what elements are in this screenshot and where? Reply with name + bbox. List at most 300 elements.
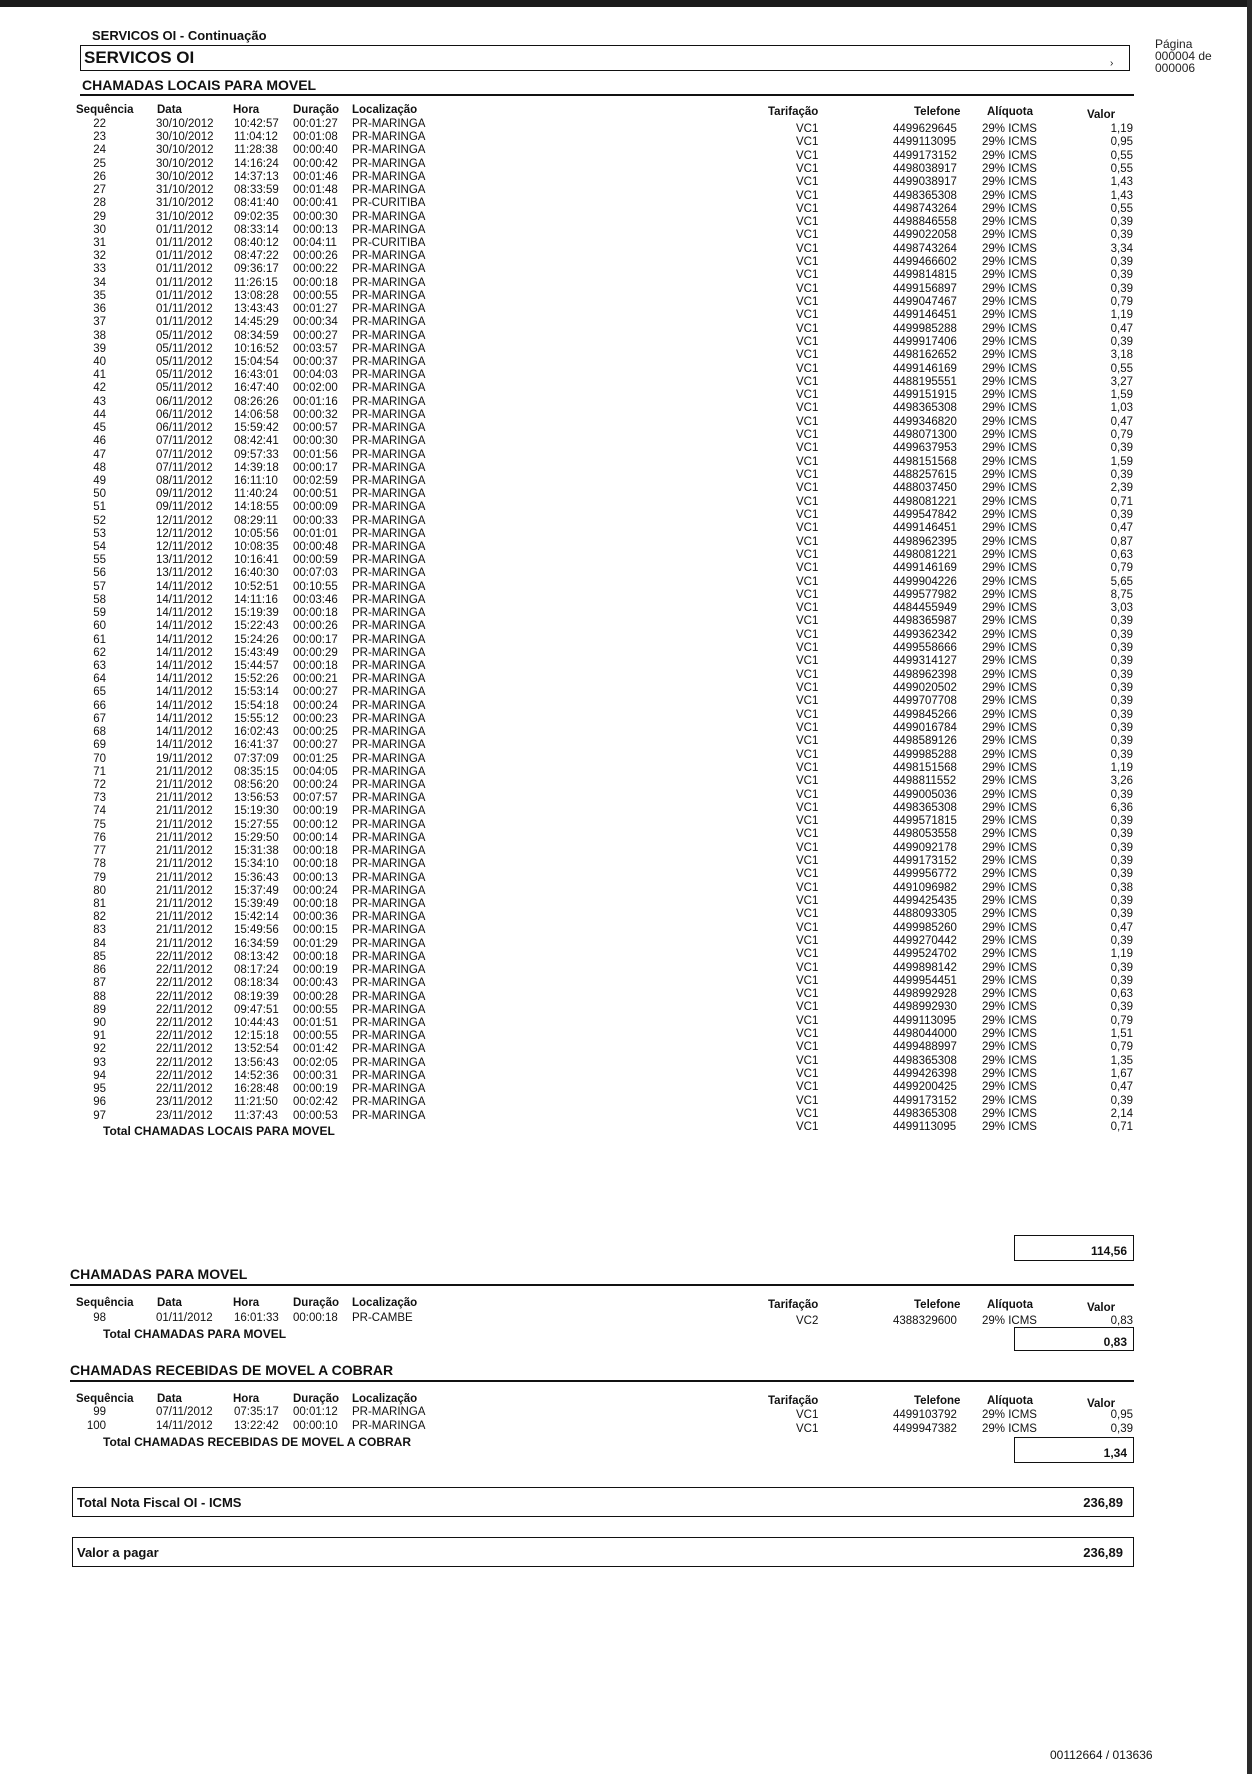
cell-duration: 00:00:27 [293, 329, 338, 342]
cell-value: 3,27 [1110, 375, 1133, 388]
cell-seq: 100 [86, 1420, 106, 1432]
cell-date: 21/11/2012 [156, 924, 213, 937]
cell-date: 22/11/2012 [156, 977, 213, 990]
cell-seq: 59 [93, 607, 106, 620]
cell-rate: 29% ICMS [982, 335, 1037, 348]
cell-date: 14/11/2012 [156, 660, 213, 673]
cell-location: PR-MARINGA [352, 660, 426, 673]
cell-tariff: VC1 [796, 136, 819, 149]
cell-duration: 00:01:46 [293, 170, 338, 183]
cell-duration: 00:00:55 [293, 1003, 338, 1016]
cell-duration: 00:00:18 [293, 950, 338, 963]
cell-phone: 4498365308 [893, 1054, 957, 1067]
cell-tariff: VC1 [796, 362, 819, 375]
cell-duration: 00:04:03 [293, 369, 338, 382]
column-header-location: Localização [352, 104, 418, 116]
cell-rate: 29% ICMS [982, 256, 1037, 269]
cell-rate: 29% ICMS [982, 921, 1037, 934]
cell-phone: 4499904226 [893, 575, 957, 588]
cell-tariff: VC1 [796, 1028, 819, 1041]
cell-phone: 4499362342 [893, 628, 957, 641]
cell-phone: 4499146169 [893, 562, 957, 575]
cell-rate: 29% ICMS [982, 322, 1037, 335]
cell-date: 22/11/2012 [156, 1003, 213, 1016]
cell-tariff: VC1 [796, 1423, 819, 1435]
cell-value: 0,79 [1110, 562, 1133, 575]
table-row [0, 263, 1252, 282]
cell-time: 16:41:37 [234, 739, 279, 752]
cell-time: 14:11:16 [234, 593, 278, 606]
table-row [0, 303, 1252, 322]
cell-duration: 00:00:30 [293, 435, 338, 448]
cell-phone: 4499022058 [893, 229, 957, 242]
column-header-tariff: Tarifação [768, 1299, 819, 1311]
cell-tariff: VC1 [796, 495, 819, 508]
cell-value: 0,79 [1110, 1041, 1133, 1054]
cell-seq: 40 [93, 355, 106, 368]
cell-tariff: VC1 [796, 375, 819, 388]
cell-seq: 31 [93, 236, 106, 249]
table-row [0, 184, 1252, 202]
cell-phone: 4498365308 [893, 801, 957, 814]
table-row [0, 157, 1252, 175]
cell-phone: 4499814815 [893, 269, 957, 282]
cell-rate: 29% ICMS [982, 548, 1037, 561]
section-total-value: 0,83 [1014, 1327, 1134, 1351]
cell-phone: 4499103792 [893, 1409, 957, 1421]
cell-phone: 4484455949 [893, 602, 957, 615]
cell-location: PR-MARINGA [352, 633, 426, 646]
cell-location: PR-MARINGA [352, 514, 426, 527]
cell-location: PR-CURITIBA [352, 197, 426, 210]
section-title: CHAMADAS RECEBIDAS DE MOVEL A COBRAR [70, 1362, 394, 1378]
section-divider [80, 94, 1134, 96]
cell-tariff: VC1 [796, 682, 819, 694]
cell-duration: 00:00:42 [293, 157, 338, 170]
table-row [0, 289, 1252, 309]
cell-duration: 00:00:17 [293, 633, 338, 646]
cell-date: 14/11/2012 [156, 699, 213, 712]
cell-date: 21/11/2012 [156, 937, 213, 950]
cell-value: 0,39 [1110, 961, 1133, 974]
cell-time: 16:34:59 [234, 937, 279, 950]
cell-value: 3,03 [1110, 602, 1133, 615]
cell-value: 0,39 [1110, 721, 1133, 734]
cell-seq: 22 [93, 118, 106, 130]
cell-date: 14/11/2012 [156, 673, 213, 686]
cell-seq: 30 [93, 223, 106, 236]
cell-location: PR-MARINGA [352, 1109, 426, 1122]
cell-phone: 4499524702 [893, 948, 957, 961]
cell-date: 12/11/2012 [156, 514, 213, 527]
table-row [0, 1312, 1252, 1326]
cell-tariff: VC1 [796, 974, 819, 987]
cell-time: 07:35:17 [234, 1406, 279, 1418]
cell-rate: 29% ICMS [982, 1041, 1037, 1054]
cell-tariff: VC1 [796, 1081, 819, 1094]
cell-phone: 4498151568 [893, 455, 957, 468]
cell-location: PR-MARINGA [352, 210, 426, 223]
cell-location: PR-MARINGA [352, 1016, 426, 1029]
cell-rate: 29% ICMS [982, 815, 1037, 828]
cell-location: PR-MARINGA [352, 779, 426, 791]
cell-time: 15:22:43 [234, 620, 279, 633]
cell-value: 3,18 [1110, 349, 1133, 362]
cell-location: PR-MARINGA [352, 1096, 426, 1109]
cell-phone: 4499146451 [893, 522, 957, 535]
cell-time: 08:33:59 [234, 184, 279, 197]
cell-rate: 29% ICMS [982, 695, 1037, 708]
cell-seq: 80 [93, 884, 106, 897]
cell-location: PR-MARINGA [352, 805, 426, 818]
column-header-seq: Sequência [76, 104, 134, 116]
cell-duration: 00:01:25 [293, 752, 338, 765]
cell-seq: 76 [93, 831, 106, 844]
cell-rate: 29% ICMS [982, 642, 1037, 655]
cell-phone: 4499020502 [893, 682, 957, 694]
continuation-title: SERVICOS OI - Continuação [92, 28, 267, 43]
cell-seq: 70 [93, 752, 106, 765]
cell-tariff: VC1 [796, 256, 819, 269]
cell-location: PR-MARINGA [352, 170, 426, 183]
amount-due-value: 236,89 [1083, 1545, 1123, 1560]
cell-time: 15:54:18 [234, 699, 279, 712]
cell-tariff: VC1 [796, 229, 819, 242]
cell-location: PR-MARINGA [352, 871, 426, 884]
cell-rate: 29% ICMS [982, 1423, 1037, 1435]
cell-tariff: VC1 [796, 855, 819, 868]
cell-tariff: VC1 [796, 961, 819, 974]
column-header-date: Data [157, 104, 182, 116]
cell-time: 08:33:14 [234, 223, 279, 236]
cell-time: 15:59:42 [234, 422, 279, 435]
cell-location: PR-MARINGA [352, 977, 426, 990]
cell-seq: 93 [93, 1056, 106, 1069]
cell-duration: 00:00:40 [293, 144, 338, 157]
column-header-duration: Duração [293, 1297, 340, 1309]
cell-value: 0,39 [1110, 615, 1133, 628]
cell-time: 13:52:54 [234, 1043, 279, 1056]
cell-value: 0,39 [1110, 708, 1133, 721]
page-total: 000006 [1155, 61, 1196, 75]
cell-rate: 29% ICMS [982, 1067, 1037, 1080]
cell-time: 08:35:15 [234, 765, 279, 778]
cell-location: PR-MARINGA [352, 118, 426, 130]
column-header-rate: Alíquota [987, 1395, 1033, 1407]
cell-phone: 4499270442 [893, 934, 957, 947]
cell-tariff: VC1 [796, 176, 819, 189]
cell-duration: 00:00:55 [293, 289, 338, 302]
cell-phone: 4388329600 [893, 1315, 957, 1327]
table-row [0, 197, 1252, 215]
cell-location: PR-MARINGA [352, 435, 426, 448]
cell-rate: 29% ICMS [982, 495, 1037, 508]
cell-location: PR-MARINGA [352, 461, 426, 474]
cell-date: 21/11/2012 [156, 911, 213, 924]
cell-phone: 4498081221 [893, 495, 957, 508]
cell-seq: 45 [93, 422, 106, 435]
cell-duration: 00:02:59 [293, 474, 338, 487]
cell-value: 0,39 [1110, 695, 1133, 708]
cell-tariff: VC1 [796, 841, 819, 854]
cell-time: 15:27:55 [234, 818, 279, 831]
column-header-value: Valor [1087, 109, 1116, 121]
cell-phone: 4498081221 [893, 548, 957, 561]
cell-phone: 4499488997 [893, 1041, 957, 1054]
cell-date: 14/11/2012 [156, 739, 213, 752]
cell-phone: 4498811552 [893, 775, 957, 788]
cell-seq: 50 [93, 488, 106, 501]
cell-phone: 4499038917 [893, 176, 957, 189]
cell-duration: 00:00:55 [293, 1030, 338, 1043]
cell-tariff: VC1 [796, 708, 819, 721]
cell-value: 1,19 [1110, 761, 1133, 774]
nota-fiscal-value: 236,89 [1083, 1495, 1123, 1510]
cell-value: 1,59 [1110, 389, 1133, 402]
cell-date: 30/10/2012 [156, 170, 214, 183]
cell-location: PR-MARINGA [352, 607, 426, 620]
cell-tariff: VC1 [796, 482, 819, 495]
table-row [0, 276, 1252, 295]
cell-value: 0,55 [1110, 162, 1133, 175]
box-mark: › [1110, 58, 1114, 69]
cell-seq: 54 [93, 541, 106, 554]
cell-time: 16:28:48 [234, 1083, 279, 1096]
cell-duration: 00:00:19 [293, 964, 338, 977]
cell-phone: 4499146451 [893, 309, 957, 322]
nota-fiscal-total-box [72, 1487, 1134, 1517]
cell-phone: 4498053558 [893, 828, 957, 841]
cell-date: 07/11/2012 [156, 435, 213, 448]
cell-rate: 29% ICMS [982, 269, 1037, 282]
cell-phone: 4499547842 [893, 508, 957, 521]
cell-location: PR-MARINGA [352, 686, 426, 699]
cell-tariff: VC1 [796, 655, 819, 668]
cell-phone: 4488195551 [893, 375, 957, 388]
cell-rate: 29% ICMS [982, 123, 1037, 135]
cell-rate: 29% ICMS [982, 908, 1037, 921]
cell-duration: 00:00:41 [293, 197, 338, 210]
cell-time: 15:43:49 [234, 646, 279, 659]
cell-date: 14/11/2012 [156, 686, 213, 699]
cell-time: 11:04:12 [234, 131, 278, 144]
cell-time: 08:56:20 [234, 779, 279, 791]
cell-tariff: VC1 [796, 123, 819, 135]
cell-date: 06/11/2012 [156, 408, 213, 421]
table-row [0, 1406, 1252, 1420]
cell-tariff: VC1 [796, 269, 819, 282]
cell-seq: 23 [93, 131, 106, 144]
cell-time: 08:19:39 [234, 990, 279, 1003]
cell-duration: 00:00:25 [293, 726, 338, 739]
cell-rate: 29% ICMS [982, 1054, 1037, 1067]
cell-duration: 00:00:57 [293, 422, 338, 435]
cell-time: 08:34:59 [234, 329, 279, 342]
cell-duration: 00:00:15 [293, 924, 338, 937]
cell-phone: 4499173152 [893, 149, 957, 162]
column-header-duration: Duração [293, 1393, 340, 1405]
cell-seq: 42 [93, 382, 106, 395]
cell-value: 0,39 [1110, 894, 1133, 907]
cell-time: 08:26:26 [234, 395, 279, 408]
cell-value: 1,43 [1110, 189, 1133, 202]
cell-value: 0,47 [1110, 322, 1133, 335]
cell-location: PR-MARINGA [352, 355, 426, 368]
cell-location: PR-MARINGA [352, 223, 426, 236]
column-header-rate: Alíquota [987, 106, 1033, 118]
cell-rate: 29% ICMS [982, 149, 1037, 162]
cell-duration: 00:00:26 [293, 620, 338, 633]
cell-time: 08:13:42 [234, 950, 279, 963]
cell-time: 11:37:43 [234, 1109, 278, 1122]
cell-value: 0,39 [1110, 469, 1133, 482]
cell-location: PR-MARINGA [352, 990, 426, 1003]
cell-duration: 00:00:27 [293, 739, 338, 752]
cell-time: 13:22:42 [234, 1420, 279, 1432]
cell-location: PR-MARINGA [352, 924, 426, 937]
cell-location: PR-MARINGA [352, 620, 426, 633]
column-header-value: Valor [1087, 1302, 1116, 1314]
cell-date: 14/11/2012 [156, 620, 213, 633]
services-title: SERVICOS OI [84, 48, 195, 67]
cell-tariff: VC1 [796, 216, 819, 229]
cell-phone: 4499005036 [893, 788, 957, 801]
cell-duration: 00:00:26 [293, 250, 338, 263]
cell-duration: 00:00:19 [293, 1083, 338, 1096]
cell-time: 07:37:09 [234, 752, 279, 765]
cell-date: 14/11/2012 [156, 633, 213, 646]
cell-duration: 00:00:18 [293, 1312, 338, 1324]
cell-rate: 29% ICMS [982, 748, 1037, 761]
cell-tariff: VC1 [796, 1001, 819, 1014]
cell-date: 13/11/2012 [156, 567, 213, 580]
cell-rate: 29% ICMS [982, 708, 1037, 721]
cell-value: 0,39 [1110, 828, 1133, 841]
cell-rate: 29% ICMS [982, 735, 1037, 748]
cell-value: 1,19 [1110, 309, 1133, 322]
cell-value: 1,59 [1110, 455, 1133, 468]
cell-value: 0,79 [1110, 296, 1133, 309]
cell-tariff: VC1 [796, 948, 819, 961]
column-header-seq: Sequência [76, 1297, 134, 1309]
cell-tariff: VC1 [796, 149, 819, 162]
cell-value: 0,39 [1110, 256, 1133, 269]
cell-phone: 4498365308 [893, 1107, 957, 1120]
cell-tariff: VC1 [796, 815, 819, 828]
cell-tariff: VC1 [796, 775, 819, 788]
cell-location: PR-MARINGA [352, 501, 426, 514]
column-header-tariff: Tarifação [768, 1395, 819, 1407]
cell-location: PR-MARINGA [352, 303, 426, 316]
cell-phone: 4499985288 [893, 322, 957, 335]
cell-location: PR-MARINGA [352, 527, 426, 540]
cell-duration: 00:00:27 [293, 686, 338, 699]
cell-date: 21/11/2012 [156, 779, 213, 791]
cell-time: 12:15:18 [234, 1030, 279, 1043]
cell-value: 0,87 [1110, 535, 1133, 548]
cell-date: 31/10/2012 [156, 197, 214, 210]
cell-tariff: VC1 [796, 801, 819, 814]
cell-location: PR-MARINGA [352, 474, 426, 487]
cell-duration: 00:02:42 [293, 1096, 338, 1109]
cell-duration: 00:01:01 [293, 527, 338, 540]
amount-due-box [72, 1537, 1134, 1567]
cell-seq: 55 [93, 554, 106, 567]
cell-tariff: VC1 [796, 162, 819, 175]
cell-value: 0,95 [1110, 136, 1133, 149]
cell-tariff: VC1 [796, 322, 819, 335]
cell-seq: 61 [93, 633, 106, 646]
cell-rate: 29% ICMS [982, 655, 1037, 668]
cell-phone: 4499956772 [893, 868, 957, 881]
cell-duration: 00:00:53 [293, 1109, 338, 1122]
cell-seq: 26 [93, 170, 106, 183]
cell-time: 15:42:14 [234, 911, 279, 924]
cell-seq: 81 [93, 897, 106, 910]
cell-value: 0,39 [1110, 442, 1133, 455]
cell-rate: 29% ICMS [982, 588, 1037, 601]
cell-tariff: VC1 [796, 668, 819, 681]
section-title: CHAMADAS PARA MOVEL [70, 1266, 248, 1282]
cell-duration: 00:00:21 [293, 673, 338, 686]
table-row [0, 316, 1252, 335]
nota-fiscal-label: Total Nota Fiscal OI - ICMS [77, 1495, 242, 1510]
cell-tariff: VC1 [796, 921, 819, 934]
cell-time: 10:05:56 [234, 527, 279, 540]
cell-duration: 00:00:18 [293, 276, 338, 289]
cell-time: 15:52:26 [234, 673, 279, 686]
cell-rate: 29% ICMS [982, 668, 1037, 681]
cell-date: 06/11/2012 [156, 422, 213, 435]
cell-seq: 25 [93, 157, 106, 170]
cell-seq: 84 [93, 937, 106, 950]
cell-value: 1,67 [1110, 1067, 1133, 1080]
cell-phone: 4498365308 [893, 189, 957, 202]
column-header-time: Hora [233, 1393, 260, 1405]
cell-time: 08:17:24 [234, 964, 279, 977]
cell-rate: 29% ICMS [982, 176, 1037, 189]
cell-location: PR-MARINGA [352, 289, 426, 302]
column-header-value: Valor [1087, 1398, 1116, 1410]
cell-rate: 29% ICMS [982, 469, 1037, 482]
cell-duration: 00:00:18 [293, 897, 338, 910]
cell-value: 0,39 [1110, 1423, 1133, 1435]
cell-seq: 69 [93, 739, 106, 752]
cell-seq: 71 [93, 765, 106, 778]
cell-date: 01/11/2012 [156, 276, 213, 289]
cell-tariff: VC1 [796, 242, 819, 255]
cell-rate: 29% ICMS [982, 1028, 1037, 1041]
cell-duration: 00:00:31 [293, 1069, 338, 1082]
cell-duration: 00:10:55 [293, 580, 338, 593]
cell-rate: 29% ICMS [982, 1315, 1037, 1327]
cell-time: 08:47:22 [234, 250, 279, 263]
cell-seq: 91 [93, 1030, 106, 1043]
cell-phone: 4499173152 [893, 1094, 957, 1107]
cell-seq: 49 [93, 474, 106, 487]
cell-time: 11:26:15 [234, 276, 278, 289]
cell-phone: 4499426398 [893, 1067, 957, 1080]
cell-seq: 95 [93, 1083, 106, 1096]
cell-date: 23/11/2012 [156, 1109, 213, 1122]
cell-phone: 4499985260 [893, 921, 957, 934]
cell-date: 14/11/2012 [156, 726, 213, 739]
cell-date: 07/11/2012 [156, 461, 213, 474]
cell-time: 16:01:33 [234, 1312, 279, 1324]
cell-phone: 4498044000 [893, 1028, 957, 1041]
page-label: Página [1155, 37, 1193, 51]
cell-location: PR-MARINGA [352, 422, 426, 435]
